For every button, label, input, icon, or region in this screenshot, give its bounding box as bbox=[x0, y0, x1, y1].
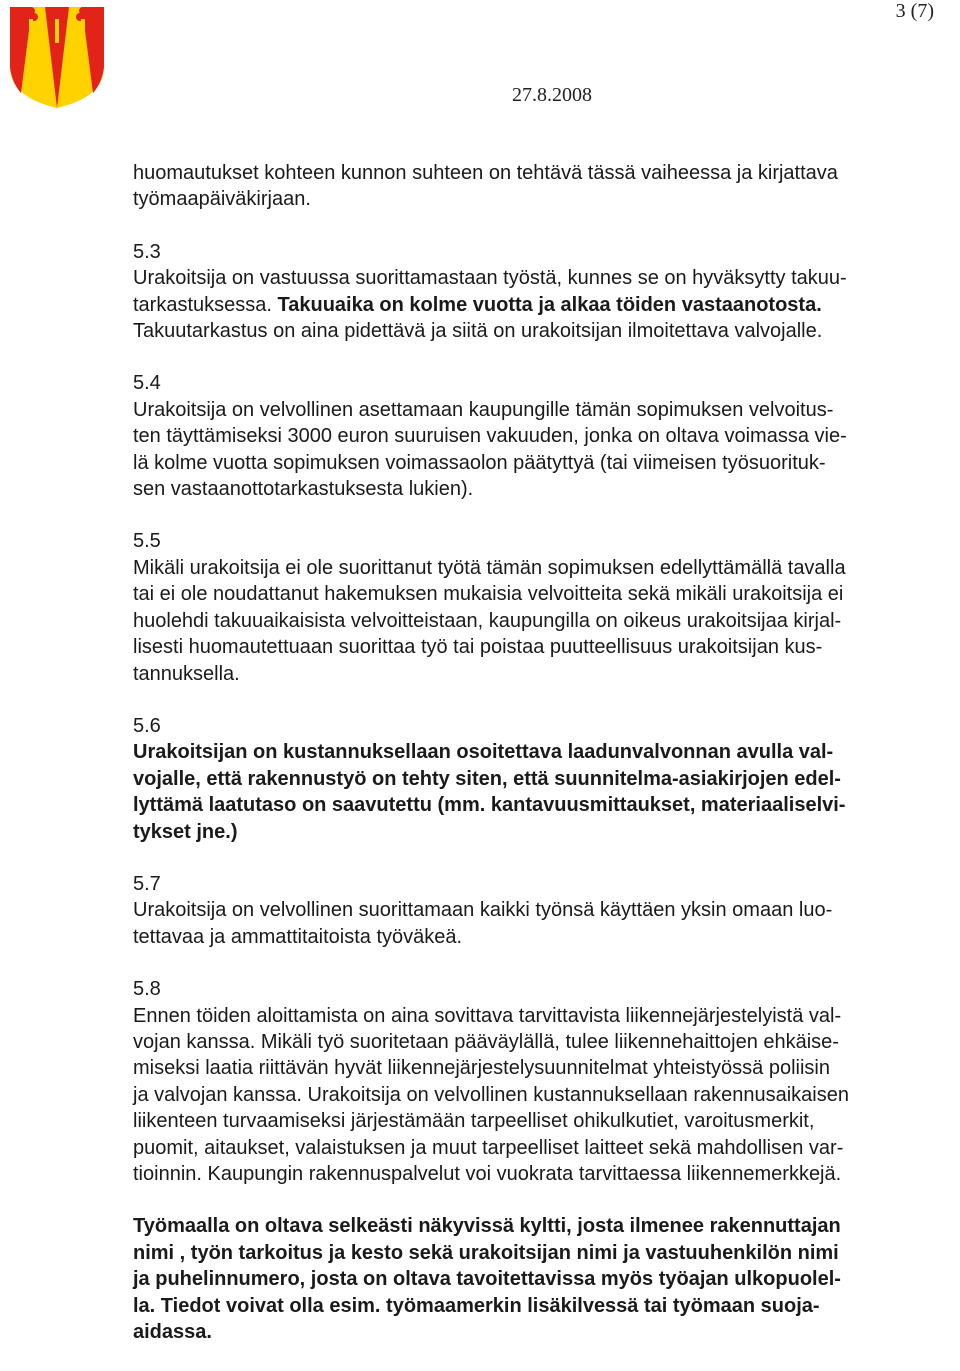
document-body bbox=[133, 160, 955, 1371]
text-line: Mikäli urakoitsija ei ole suorittanut työtä tämän sopimuksen edellyttämällä tavalla bbox=[133, 556, 846, 579]
text-line: vojan kanssa. Mikäli työ suoritetaan pääväylällä, tulee liikennehaittojen ehkäise- bbox=[133, 1030, 839, 1053]
bold-text-line: la. Tiedot voivat olla esim. työmaamerkin lisäkilvessä tai työmaan suoja- bbox=[133, 1294, 820, 1317]
text-line: Ennen töiden aloittamista on aina sovittava tarvittavista liikennejärjestelyistä val- bbox=[133, 1004, 842, 1027]
section-number: 5.5 bbox=[133, 530, 161, 553]
text-line: sen vastaanottotarkastuksesta lukien). bbox=[133, 478, 474, 501]
section-number: 5.3 bbox=[133, 240, 161, 263]
bold-text-line: ja puhelinnumero, josta on oltava tavoitettavissa myös työajan ulkopuolel- bbox=[133, 1268, 841, 1291]
text-line: ja valvojan kanssa. Urakoitsija on velvollinen kustannuksellaan rakennusaikaisen bbox=[133, 1083, 849, 1106]
text-line: työmaapäiväkirjaan. bbox=[133, 188, 311, 211]
bold-text-line: vojalle, että rakennustyö on tehty siten, että suunnitelma-asiakirjojen edel- bbox=[133, 767, 841, 790]
text-line: Urakoitsija on vastuussa suorittamastaan työstä, kunnes se on hyväksytty takuu- bbox=[133, 267, 847, 290]
text-line: puomit, aitaukset, valaistuksen ja muut tarpeelliset laitteet sekä mahdollisen var- bbox=[133, 1136, 844, 1159]
text-line: miseksi laatia riittävän hyvät liikennejärjestelysuunnitelmat yhteistyössä poliisin bbox=[133, 1057, 830, 1080]
bold-text-line: nimi , työn tarkoitus ja kesto sekä urakoitsijan nimi ja vastuuhenkilön nimi bbox=[133, 1241, 839, 1264]
section-number: 5.8 bbox=[133, 978, 161, 1001]
text-line: tioinnin. Kaupungin rakennuspalvelut voi vuokrata tarvittaessa liikennemerkkejä. bbox=[133, 1163, 842, 1185]
intro-paragraph bbox=[133, 160, 955, 213]
section-5-7 bbox=[133, 871, 955, 950]
document-date: 27.8.2008 bbox=[512, 84, 592, 106]
section-number: 5.7 bbox=[133, 872, 161, 895]
text-line: Urakoitsija on velvollinen asettamaan kaupungille tämän sopimuksen velvoitus- bbox=[133, 398, 834, 421]
text-line: tettavaa ja ammattitaitoista työväkeä. bbox=[133, 925, 463, 948]
text-line: tai ei ole noudattanut hakemuksen mukaisia velvoitteita sekä mikäli urakoitsija ei bbox=[133, 583, 844, 606]
text-line: Takuutarkastus on aina pidettävä ja siitä on urakoitsijan ilmoitettava valvojalle. bbox=[133, 320, 823, 343]
bold-text-line: Urakoitsijan on kustannuksellaan osoitettava laadunvalvonnan avulla val- bbox=[133, 741, 834, 764]
final-paragraph bbox=[133, 1213, 955, 1345]
section-5-3 bbox=[133, 239, 955, 345]
text-line: ten täyttämiseksi 3000 euron suuruisen vakuuden, jonka on oltava voimassa vie- bbox=[133, 425, 847, 448]
text-line: huomautukset kohteen kunnon suhteen on tehtävä tässä vaiheessa ja kirjattava bbox=[133, 162, 838, 184]
section-5-6 bbox=[133, 713, 955, 845]
coat-of-arms-icon bbox=[8, 5, 106, 110]
text-line bbox=[133, 292, 955, 318]
bold-text-segment: Takuuaika on kolme vuotta ja alkaa töiden vastaanotosta. bbox=[277, 293, 822, 316]
section-number: 5.4 bbox=[133, 372, 161, 395]
page-number: 3 (7) bbox=[895, 0, 934, 22]
section-5-8 bbox=[133, 976, 955, 1187]
bold-text-line: lyttämä laatutaso on saavutettu (mm. kantavuusmittaukset, materiaaliselvi- bbox=[133, 794, 846, 817]
text-line: lisesti huomautettuaan suorittaa työ tai poistaa puutteellisuus urakoitsijan kus- bbox=[133, 636, 823, 659]
text-segment: tarkastuksessa. bbox=[133, 293, 278, 316]
text-line: tannuksella. bbox=[133, 662, 240, 685]
text-line: lä kolme vuotta sopimuksen voimassaolon päätyttyä (tai viimeisen työsuorituk- bbox=[133, 451, 826, 474]
bold-text-line: aidassa. bbox=[133, 1321, 212, 1344]
text-line: huolehdi takuuaikaisista velvoitteistaan, kaupungilla on oikeus urakoitsijaa kirjal- bbox=[133, 609, 842, 632]
section-5-4 bbox=[133, 370, 955, 502]
bold-text-line: Työmaalla on oltava selkeästi näkyvissä kyltti, josta ilmenee rakennuttajan bbox=[133, 1215, 841, 1238]
section-number: 5.6 bbox=[133, 714, 161, 737]
text-line: liikenteen turvaamiseksi järjestämään tarpeelliset ohikulkutiet, varoitusmerkit, bbox=[133, 1110, 815, 1133]
section-5-5 bbox=[133, 528, 955, 686]
text-line: Urakoitsija on velvollinen suorittamaan kaikki työnsä käyttäen yksin omaan luo- bbox=[133, 899, 833, 922]
bold-text-line: tykset jne.) bbox=[133, 820, 238, 843]
